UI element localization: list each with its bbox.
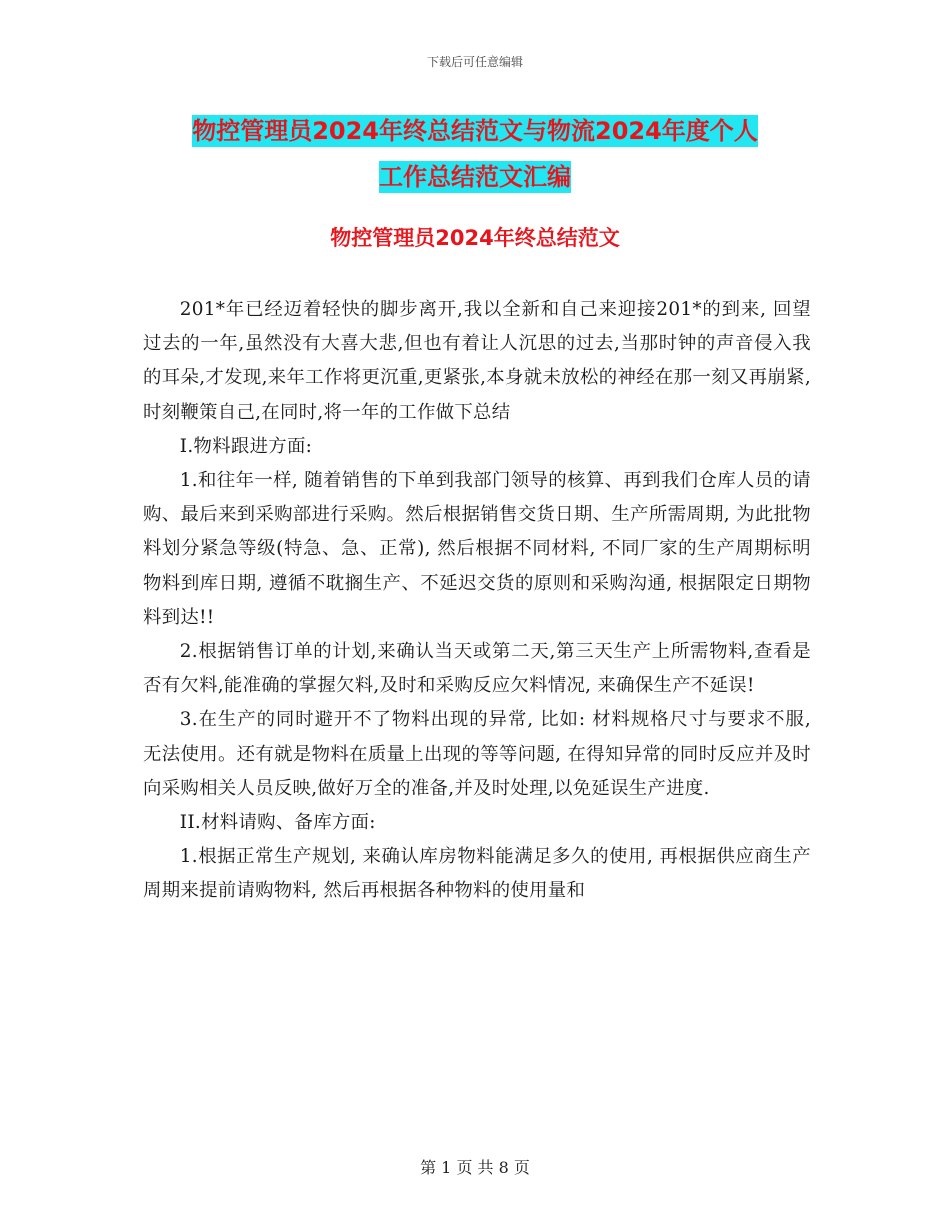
title-line-2: 工作总结范文汇编: [379, 163, 571, 191]
heading-purchasing-stock: II.材料请购、备库方面:: [179, 812, 376, 834]
paragraph-item-3: 3.在生产的同时避开不了物料出现的异常, 比如: 材料规格尺寸与要求不服, 无法使用。还有就是物料在质量上出现的等等问题, 在得知异常的同时反应并及时向采购相关人员反映,做好万全的准备,并及时处理,以免延误生产进度.: [143, 709, 811, 799]
section-title: 物控管理员2024年终总结范文: [330, 226, 620, 250]
body-text: [143, 293, 811, 909]
title-line-1: 物控管理员2024年终总结范文与物流2024年度个人: [192, 117, 758, 145]
header-note: 下载后可任意编辑: [426, 55, 523, 69]
paragraph-item-1: 1.和往年一样, 随着销售的下单到我部门领导的核算、再到我们仓库人员的请购、最后来到采购部进行采购。然后根据销售交货日期、生产所需周期, 为此批物料划分紧急等级(特急、急、正常), 然后根据不同材料, 不同厂家的生产周期标明物料到库日期, 遵循不耽搁生产、不延迟交货的原则和采购沟通, 根据限定日期物料到达!!: [143, 470, 811, 628]
page-footer: 第 1 页 共 8 页: [420, 1158, 530, 1177]
paragraph-item-4: 1.根据正常生产规划, 来确认库房物料能满足多久的使用, 再根据供应商生产周期来提前请购物料, 然后再根据各种物料的使用量和: [143, 846, 811, 902]
heading-material-tracking: I.物料跟进方面:: [179, 435, 313, 457]
document-title: [150, 108, 800, 200]
paragraph-item-2: 2.根据销售订单的计划,来确认当天或第二天,第三天生产上所需物料,查看是否有欠料,能准确的掌握欠料,及时和采购反应欠料情况, 来确保生产不延误!: [143, 641, 811, 697]
paragraph-intro: 201*年已经迈着轻快的脚步离开,我以全新和自己来迎接201*的到来, 回望过去的一年,虽然没有大喜大悲,但也有着让人沉思的过去,当那时钟的声音侵入我的耳朵,才发现,来年工作将更沉重,更紧张,本身就未放松的神经在那一刻又再崩紧,时刻鞭策自己,在同时,将一年的工作做下总结: [143, 299, 811, 423]
